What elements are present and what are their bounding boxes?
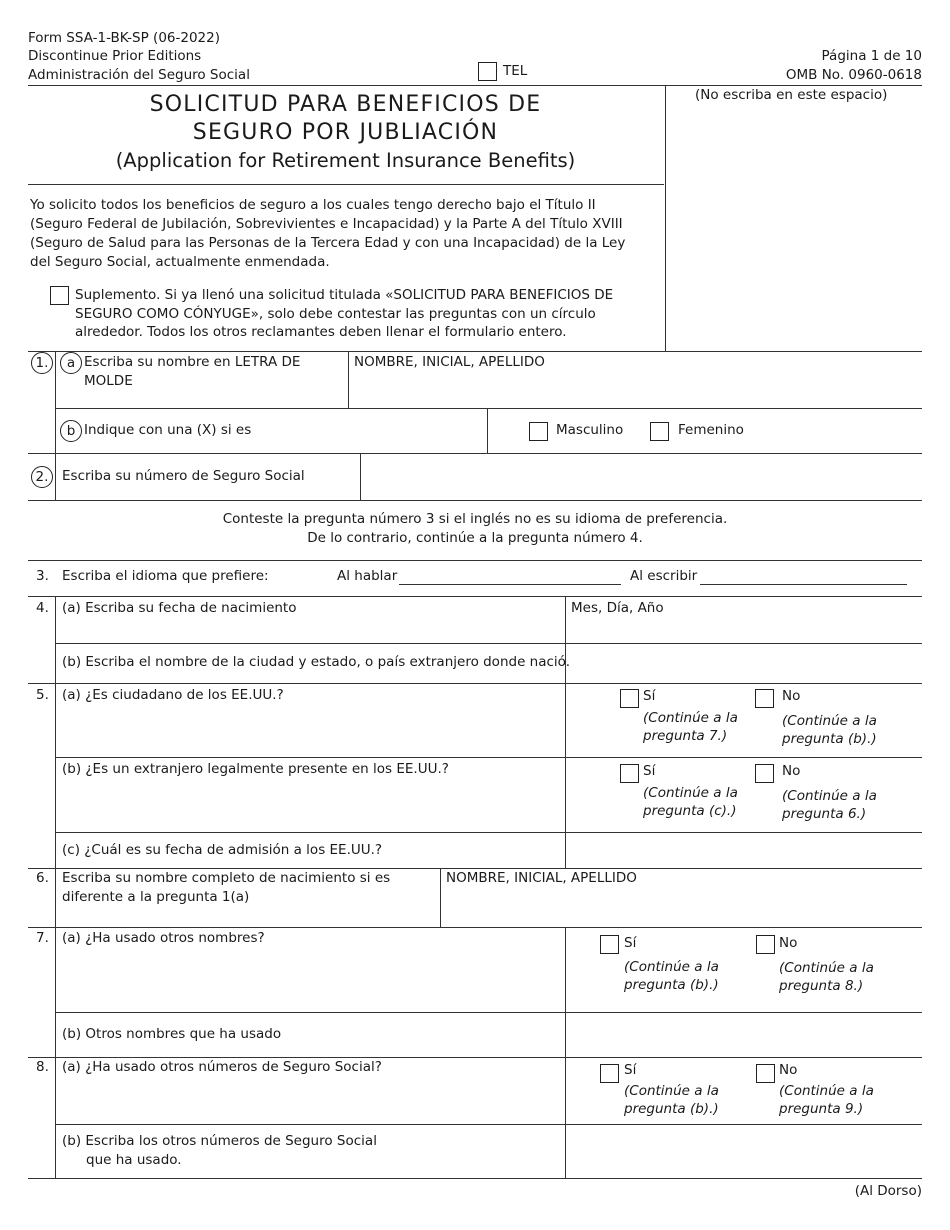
q6-number: 6. — [36, 870, 49, 886]
instruction-line: pregunta (b).) — [782, 731, 877, 747]
speak-language-line[interactable] — [399, 584, 621, 585]
instruction-line: (Continúe a la — [624, 1083, 719, 1099]
q2-label: Escriba su número de Seguro Social — [62, 468, 305, 484]
q7-number: 7. — [36, 930, 49, 946]
q7a-yes-checkbox[interactable] — [600, 935, 619, 954]
q7a-label: (a) ¿Ha usado otros nombres? — [62, 930, 265, 946]
speak-label: Al hablar — [337, 568, 398, 584]
q4b-label: (b) Escriba el nombre de la ciudad y estado, o país extranjero donde nació. — [62, 654, 570, 670]
intro-line: (Seguro Federal de Jubilación, Sobrevivientes e Incapacidad) y la Parte A del Título XVIII — [30, 216, 623, 232]
instruction-line: (Continúe a la — [643, 785, 738, 801]
q7b-label: (b) Otros nombres que ha usado — [62, 1026, 282, 1042]
q5c-label: (c) ¿Cuál es su fecha de admisión a los EE.UU.? — [62, 842, 383, 858]
tel-label: TEL — [503, 63, 528, 79]
q8a-no-label: No — [779, 1062, 798, 1078]
office-use-note: (No escriba en este espacio) — [695, 87, 888, 103]
q6-label-line: Escriba su nombre completo de nacimiento si es — [62, 870, 391, 886]
female-checkbox[interactable] — [650, 422, 669, 441]
q8b-label — [62, 1132, 377, 1170]
instruction-line: (Continúe a la — [782, 713, 877, 729]
q8a-no-checkbox[interactable] — [756, 1064, 775, 1083]
q5a-yes-instruction — [643, 709, 738, 745]
q1-number: 1. — [31, 352, 53, 374]
q5a-no-checkbox[interactable] — [755, 689, 774, 708]
q1a-label-line: Escriba su nombre en LETRA DE — [84, 354, 301, 370]
q1a-letter: a — [60, 352, 82, 374]
instruction-line: (Continúe a la — [779, 1083, 874, 1099]
q6-field-hint: NOMBRE, INICIAL, APELLIDO — [446, 870, 637, 886]
q8a-yes-checkbox[interactable] — [600, 1064, 619, 1083]
supplement-text — [75, 286, 613, 342]
q5a-yes-checkbox[interactable] — [620, 689, 639, 708]
q7a-yes-label: Sí — [624, 935, 637, 951]
q5b-no-label: No — [782, 763, 801, 779]
instruction-line: pregunta 9.) — [779, 1101, 864, 1117]
intro-line: Yo solicito todos los beneficios de seguro a los cuales tengo derecho bajo el Título II — [30, 197, 596, 213]
q7a-no-instruction — [779, 959, 874, 995]
q1a-field-hint: NOMBRE, INICIAL, APELLIDO — [354, 354, 545, 370]
q4a-field-hint: Mes, Día, Año — [571, 600, 664, 616]
note-line: De lo contrario, continúe a la pregunta número 4. — [307, 530, 643, 546]
q1b-letter: b — [60, 420, 82, 442]
q5b-yes-label: Sí — [643, 763, 656, 779]
instruction-line: (Continúe a la — [643, 710, 738, 726]
supplement-line: alrededor. Todos los otros reclamantes deben llenar el formulario entero. — [75, 324, 567, 340]
discontinue-note: Discontinue Prior Editions — [28, 48, 202, 64]
q6-label — [62, 869, 390, 907]
instruction-line: (Continúe a la — [779, 960, 874, 976]
q8-number: 8. — [36, 1059, 49, 1075]
instruction-line: pregunta 8.) — [779, 978, 864, 994]
intro-text — [30, 196, 625, 272]
q4a-label: (a) Escriba su fecha de nacimiento — [62, 600, 297, 616]
q1a-label — [84, 353, 300, 390]
title-english: (Application for Retirement Insurance Benefits) — [115, 149, 576, 172]
name-input[interactable] — [349, 372, 921, 407]
supplement-line: Suplemento. Si ya llenó una solicitud titulada «SOLICITUD PARA BENEFICIOS DE — [75, 287, 614, 303]
intro-line: (Seguro de Salud para las Personas de la Tercera Edad y con una Incapacidad) de la Ley — [30, 235, 626, 251]
ssn-input[interactable] — [361, 454, 921, 499]
over-note: (Al Dorso) — [854, 1183, 922, 1199]
q2-number: 2. — [31, 466, 53, 488]
title-line-2: SEGURO POR JUBLIACIÓN — [192, 120, 499, 145]
q8a-no-instruction — [779, 1082, 874, 1118]
q7a-no-checkbox[interactable] — [756, 935, 775, 954]
note-line: Conteste la pregunta número 3 si el inglés no es su idioma de preferencia. — [222, 511, 728, 527]
instruction-line: (Continúe a la — [624, 959, 719, 975]
instruction-line: pregunta 7.) — [643, 728, 728, 744]
q5b-no-instruction — [782, 787, 877, 823]
q5a-no-label: No — [782, 688, 801, 704]
q3-number: 3. — [36, 568, 49, 584]
agency-name: Administración del Seguro Social — [28, 67, 250, 83]
q5-number: 5. — [36, 687, 49, 703]
omb-number: OMB No. 0960-0618 — [785, 67, 922, 83]
instruction-line: (Continúe a la — [782, 788, 877, 804]
q6-label-line: diferente a la pregunta 1(a) — [62, 889, 250, 905]
supplement-checkbox[interactable] — [50, 286, 69, 305]
q1a-label-line: MOLDE — [84, 372, 133, 389]
q7a-no-label: No — [779, 935, 798, 951]
q8b-label-line: (b) Escriba los otros números de Seguro Social — [62, 1133, 377, 1149]
title-line-1: SOLICITUD PARA BENEFICIOS DE — [149, 92, 542, 117]
write-language-line[interactable] — [700, 584, 907, 585]
instruction-line: pregunta (c).) — [643, 803, 737, 819]
form-title — [28, 91, 663, 175]
write-label: Al escribir — [630, 568, 698, 584]
intro-line: del Seguro Social, actualmente enmendada. — [30, 254, 330, 270]
instruction-line: pregunta 6.) — [782, 806, 867, 822]
page-number: Página 1 de 10 — [821, 48, 922, 64]
female-label: Femenino — [678, 422, 744, 438]
male-label: Masculino — [556, 422, 624, 438]
q4-number: 4. — [36, 600, 49, 616]
q5a-no-instruction — [782, 712, 877, 748]
birth-name-input[interactable] — [441, 890, 921, 926]
q5b-yes-checkbox[interactable] — [620, 764, 639, 783]
q1b-label: Indique con una (X) si es — [84, 422, 252, 438]
q5b-no-checkbox[interactable] — [755, 764, 774, 783]
q5b-yes-instruction — [643, 784, 738, 820]
q7a-yes-instruction — [624, 958, 719, 994]
q5a-yes-label: Sí — [643, 688, 656, 704]
instruction-line: pregunta (b).) — [624, 1101, 719, 1117]
tel-checkbox[interactable] — [478, 62, 497, 81]
q8b-label-line: que ha usado. — [86, 1152, 182, 1168]
q5b-label: (b) ¿Es un extranjero legalmente presente en los EE.UU.? — [62, 761, 449, 777]
male-checkbox[interactable] — [529, 422, 548, 441]
instruction-line: pregunta (b).) — [624, 977, 719, 993]
language-note — [28, 510, 922, 548]
q8a-yes-instruction — [624, 1082, 719, 1118]
q8a-yes-label: Sí — [624, 1062, 637, 1078]
q3-label: Escriba el idioma que prefiere: — [62, 568, 269, 584]
form-id: Form SSA-1-BK-SP (06-2022) — [28, 30, 220, 46]
supplement-line: SEGURO COMO CÓNYUGE», solo debe contestar las preguntas con un círculo — [75, 305, 596, 322]
q8a-label: (a) ¿Ha usado otros números de Seguro Social? — [62, 1059, 382, 1075]
q5a-label: (a) ¿Es ciudadano de los EE.UU.? — [62, 687, 284, 703]
